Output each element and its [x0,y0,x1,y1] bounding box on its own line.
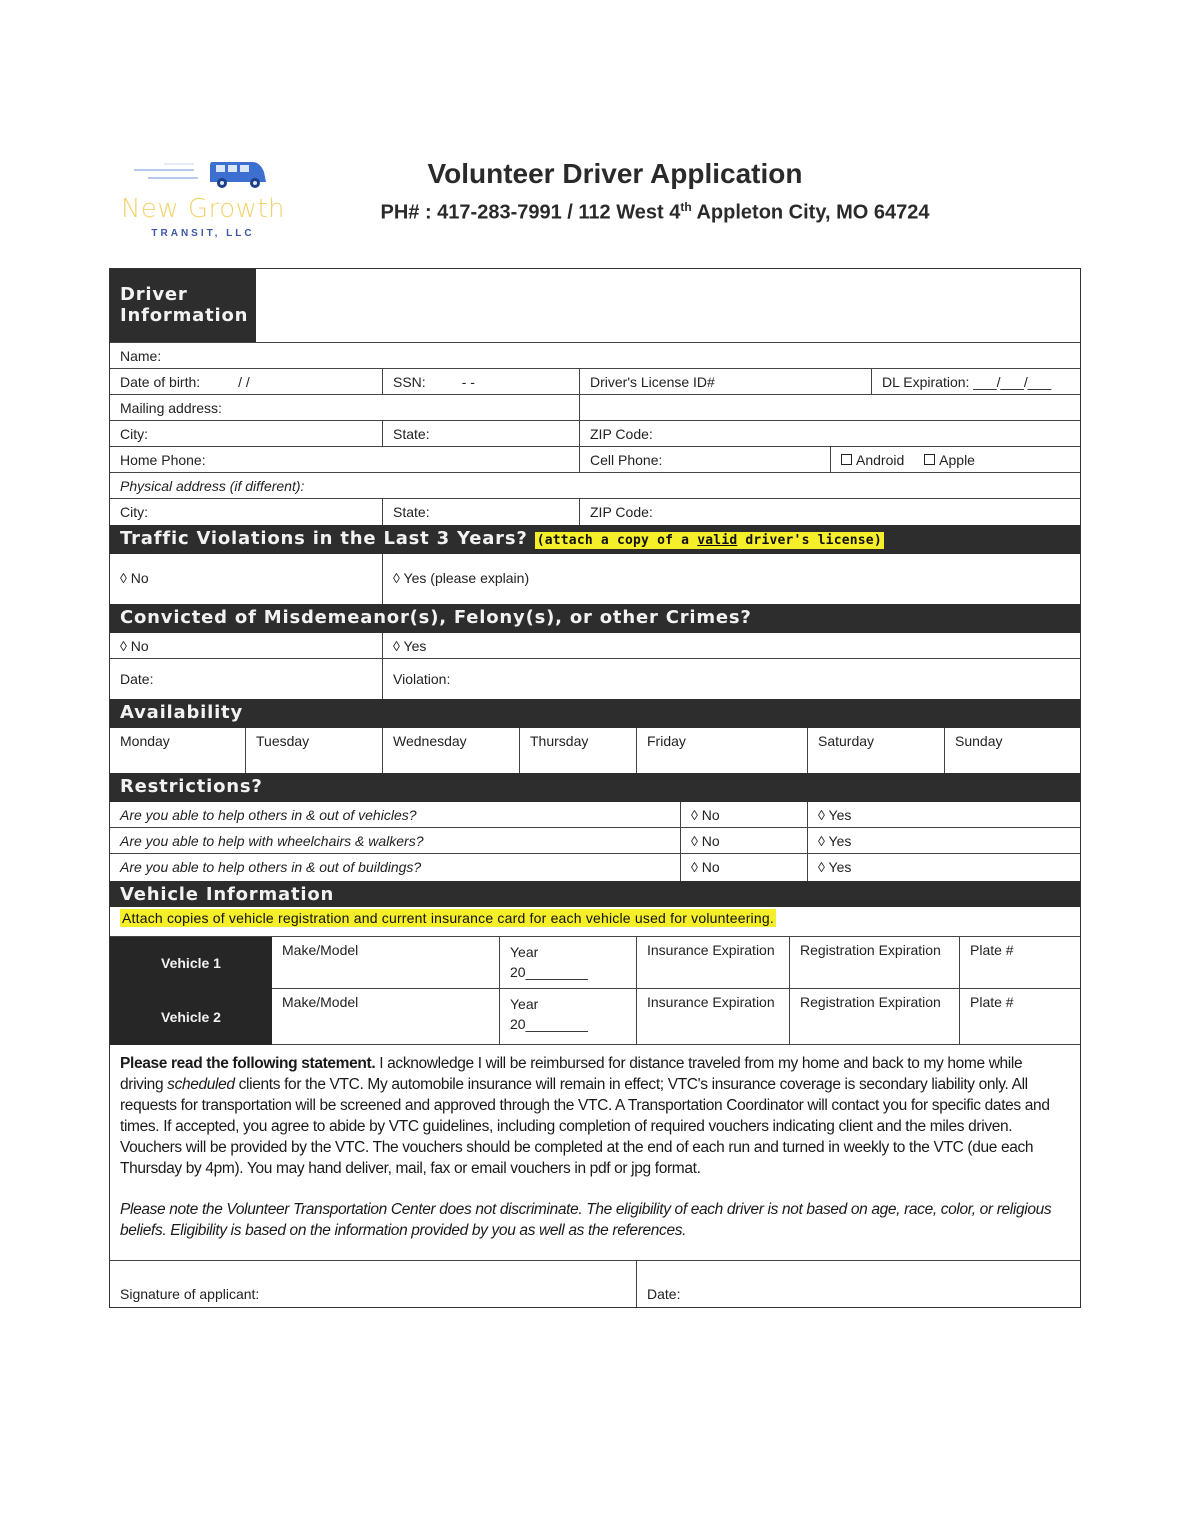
vehicle-heading [110,881,1080,907]
city-row [110,421,1080,447]
state-field[interactable] [383,421,580,446]
dob-field[interactable] [110,369,383,394]
acknowledgement-statement [120,1053,1065,1179]
dl-expiration-label: DL Expiration: ___/___/___ [882,374,1052,390]
physical-row [110,473,1080,499]
restriction-no-label: ◊ No [691,859,720,875]
logo-subtitle: TRANSIT, LLC [151,228,255,239]
day-tuesday[interactable] [246,728,383,773]
day-monday-label: Monday [120,733,170,749]
restriction-question [110,854,681,881]
driver-info-header-row [110,269,1080,343]
city2-field[interactable] [110,499,383,525]
city2-label: City: [120,504,148,520]
restriction-yes-label: ◊ Yes [818,859,852,875]
city-field[interactable] [110,421,383,446]
apple-checkbox[interactable] [924,454,935,465]
license-field[interactable] [580,369,872,394]
restriction-question-3: Are you able to help others in & out of buildings? [120,859,422,875]
crimes-yes-option[interactable] [383,633,1080,658]
traffic-no-label: ◊ No [120,570,149,586]
signature-date-field[interactable] [637,1261,1080,1307]
day-wednesday[interactable] [383,728,520,773]
vehicle2-plate-field[interactable] [960,989,1080,1044]
crimes-answer-row [110,633,1080,659]
traffic-heading [110,525,1080,554]
signature-row [110,1260,1080,1307]
city-label: City: [120,426,148,442]
traffic-answer-row [110,554,1080,604]
home-phone-label: Home Phone: [120,452,206,468]
mailing-extra-field[interactable] [580,395,1080,420]
vehicle2-registration-field[interactable] [790,989,960,1044]
dob-label: Date of birth: [120,374,201,390]
contact-sup: th [680,200,692,214]
statement-heading: Please read the following statement. [120,1055,376,1072]
day-thursday-label: Thursday [530,733,589,749]
restriction-no-option[interactable] [681,802,808,827]
day-sunday[interactable] [945,728,1080,773]
traffic-note [535,532,884,549]
day-friday[interactable] [637,728,808,773]
traffic-yes-label: ◊ Yes (please explain) [393,570,530,586]
zip-field[interactable] [580,421,1080,446]
day-monday[interactable] [110,728,246,773]
ssn-label: SSN: [393,374,426,390]
signature-date-label: Date: [647,1286,681,1302]
state-label: State: [393,426,430,442]
restrictions-heading-text: Restrictions? [120,776,263,797]
phone-row [110,447,1080,473]
crimes-no-label: ◊ No [120,638,149,654]
traffic-no-option[interactable] [110,554,383,604]
vehicle1-make-field[interactable] [272,937,500,988]
vehicle2-make-label: Make/Model [282,994,359,1010]
crimes-violation-field[interactable] [383,659,1080,699]
dob-row [110,369,1080,395]
restriction-yes-label: ◊ Yes [818,807,852,823]
vehicle-heading-text: Vehicle Information [120,884,335,905]
vehicle1-year-label: Year [510,944,539,960]
statement-text-1: I acknowledge I will be reimbursed for distance traveled from my home and back to my home while driving [120,1055,1023,1093]
vehicle2-year-label: Year [510,996,539,1012]
vehicle2-make-field[interactable] [272,989,500,1044]
restriction-no-label: ◊ No [691,807,720,823]
restriction-yes-label: ◊ Yes [818,833,852,849]
vehicle1-registration-field[interactable] [790,937,960,988]
contact-phone: PH# : 417-283-7991 / 112 West 4 [380,201,681,224]
name-label: Name: [120,348,162,364]
home-phone-field[interactable] [110,447,580,472]
name-row [110,343,1080,369]
day-thursday[interactable] [520,728,637,773]
vehicle1-make-label: Make/Model [282,942,359,958]
state2-label: State: [393,504,430,520]
day-saturday-label: Saturday [818,733,875,749]
restriction-no-option[interactable] [681,854,808,881]
crimes-date-field[interactable] [110,659,383,699]
restriction-question-2: Are you able to help with wheelchairs & walkers? [120,833,424,849]
restrictions-heading [110,773,1080,802]
crimes-yes-label: ◊ Yes [393,638,427,654]
vehicle2-plate-label: Plate # [970,994,1014,1010]
driver-heading-line2: Information [120,305,249,326]
restriction-row [110,828,1080,854]
vehicle1-registration-label: Registration Expiration [800,942,941,958]
statement-text-2: clients for the VTC. My automobile insurance will remain in effect; VTC's insurance coverage is secondary liability only. All requests for transportation will be screened and approved through the VTC. A Transportation Coordinator will contact you for specific dates and times. If accepted, you agree to abide by VTC guidelines, including completion of required vouchers indicating client and the miles driven. Vouchers will be provided by the VTC. The vouchers should be completed at the end of each run and turned in weekly to the VTC (due each Thursday by 4pm). You may hand deliver, mail, fax or email vouchers in pdf or jpg format. [120,1076,1050,1177]
restriction-row [110,802,1080,828]
day-sunday-label: Sunday [955,733,1003,749]
vehicle-note-text: Attach copies of vehicle registration and current insurance card for each vehicle used for volunteering. [122,910,774,926]
crimes-heading-text: Convicted of Misdemeanor(s), Felony(s), or other Crimes? [120,607,752,628]
city2-row [110,499,1080,525]
zip2-label: ZIP Code: [590,504,653,520]
vehicle2-label: Vehicle 2 [110,989,272,1045]
mailing-row [110,395,1080,421]
physical-address-label: Physical address (if different): [120,478,305,494]
apple-label: Apple [939,452,975,468]
availability-heading [110,699,1080,728]
ssn-dashes: - - [461,374,475,390]
driver-heading-line1: Driver [120,284,188,305]
phone-type-field [831,447,1080,472]
day-wednesday-label: Wednesday [393,733,467,749]
dl-expiration-field[interactable] [872,369,1080,394]
non-discrimination-note: Please note the Volunteer Transportation Center does not discriminate. The eligibility of each driver is not based on age, race, color, or religious beliefs. Eligibility is based on the information provided by you as well as the references. [120,1201,1052,1239]
application-form [109,268,1081,1308]
vehicle1-row [110,937,1080,989]
company-logo [118,156,288,242]
logo-name: New Growth [120,194,286,224]
vehicle2-registration-label: Registration Expiration [800,994,941,1010]
restriction-no-option[interactable] [681,828,808,853]
traffic-note-valid: valid [697,533,738,548]
restriction-yes-option[interactable] [808,828,1080,853]
restriction-question [110,828,681,853]
android-checkbox[interactable] [841,454,852,465]
zip-label: ZIP Code: [590,426,653,442]
restriction-row [110,854,1080,881]
vehicle-note-row [110,907,1080,937]
ssn-field[interactable] [383,369,580,394]
vehicle2-insurance-field[interactable] [637,989,790,1044]
signature-field[interactable] [110,1261,637,1307]
crimes-violation-label: Violation: [393,671,451,687]
mailing-label: Mailing address: [120,400,222,416]
contact-address: Appleton City, MO 64724 [691,201,930,224]
crimes-heading [110,604,1080,633]
signature-label: Signature of applicant: [120,1286,260,1302]
traffic-note-post: driver's license) [737,533,882,548]
driver-info-heading [110,269,256,342]
license-label: Driver's License ID# [590,374,715,390]
crimes-detail-row [110,659,1080,699]
cell-phone-field[interactable] [580,447,831,472]
name-field[interactable] [110,343,1080,368]
day-saturday[interactable] [808,728,945,773]
vehicle-note [110,907,1080,936]
page-title: Volunteer Driver Application [427,158,803,189]
van-icon [134,156,274,196]
vehicle1-year-blank: 20________ [510,964,588,980]
restriction-yes-option[interactable] [808,854,1080,881]
crimes-no-option[interactable] [110,633,383,658]
zip2-field[interactable] [580,499,1080,525]
availability-row [110,728,1080,773]
vehicle1-insurance-field[interactable] [637,937,790,988]
traffic-heading-text: Traffic Violations in the Last 3 Years? [120,528,528,549]
mailing-field[interactable] [110,395,580,420]
statement-scheduled: scheduled [167,1076,235,1093]
contact-line [300,200,1010,225]
traffic-note-pre: (attach a copy of a [536,533,698,548]
day-friday-label: Friday [647,733,686,749]
traffic-yes-option[interactable] [383,554,1080,604]
day-tuesday-label: Tuesday [256,733,310,749]
vehicle2-year-field[interactable] [500,989,637,1044]
cell-phone-label: Cell Phone: [590,452,663,468]
vehicle1-plate-label: Plate # [970,942,1014,958]
restriction-yes-option[interactable] [808,802,1080,827]
vehicle1-year-field[interactable] [500,937,637,988]
crimes-date-label: Date: [120,671,154,687]
dob-slashes: / / [238,374,250,390]
vehicle1-plate-field[interactable] [960,937,1080,988]
physical-address-field[interactable] [110,473,1080,498]
state2-field[interactable] [383,499,580,525]
vehicle1-insurance-label: Insurance Expiration [647,942,775,958]
vehicle2-year-blank: 20________ [510,1016,588,1032]
availability-heading-text: Availability [120,702,243,723]
restriction-question [110,802,681,827]
android-label: Android [856,452,905,468]
vehicle2-insurance-label: Insurance Expiration [647,994,775,1010]
vehicle1-label: Vehicle 1 [110,937,272,989]
vehicle2-row [110,989,1080,1045]
restriction-no-label: ◊ No [691,833,720,849]
restriction-question-1: Are you able to help others in & out of vehicles? [120,807,417,823]
